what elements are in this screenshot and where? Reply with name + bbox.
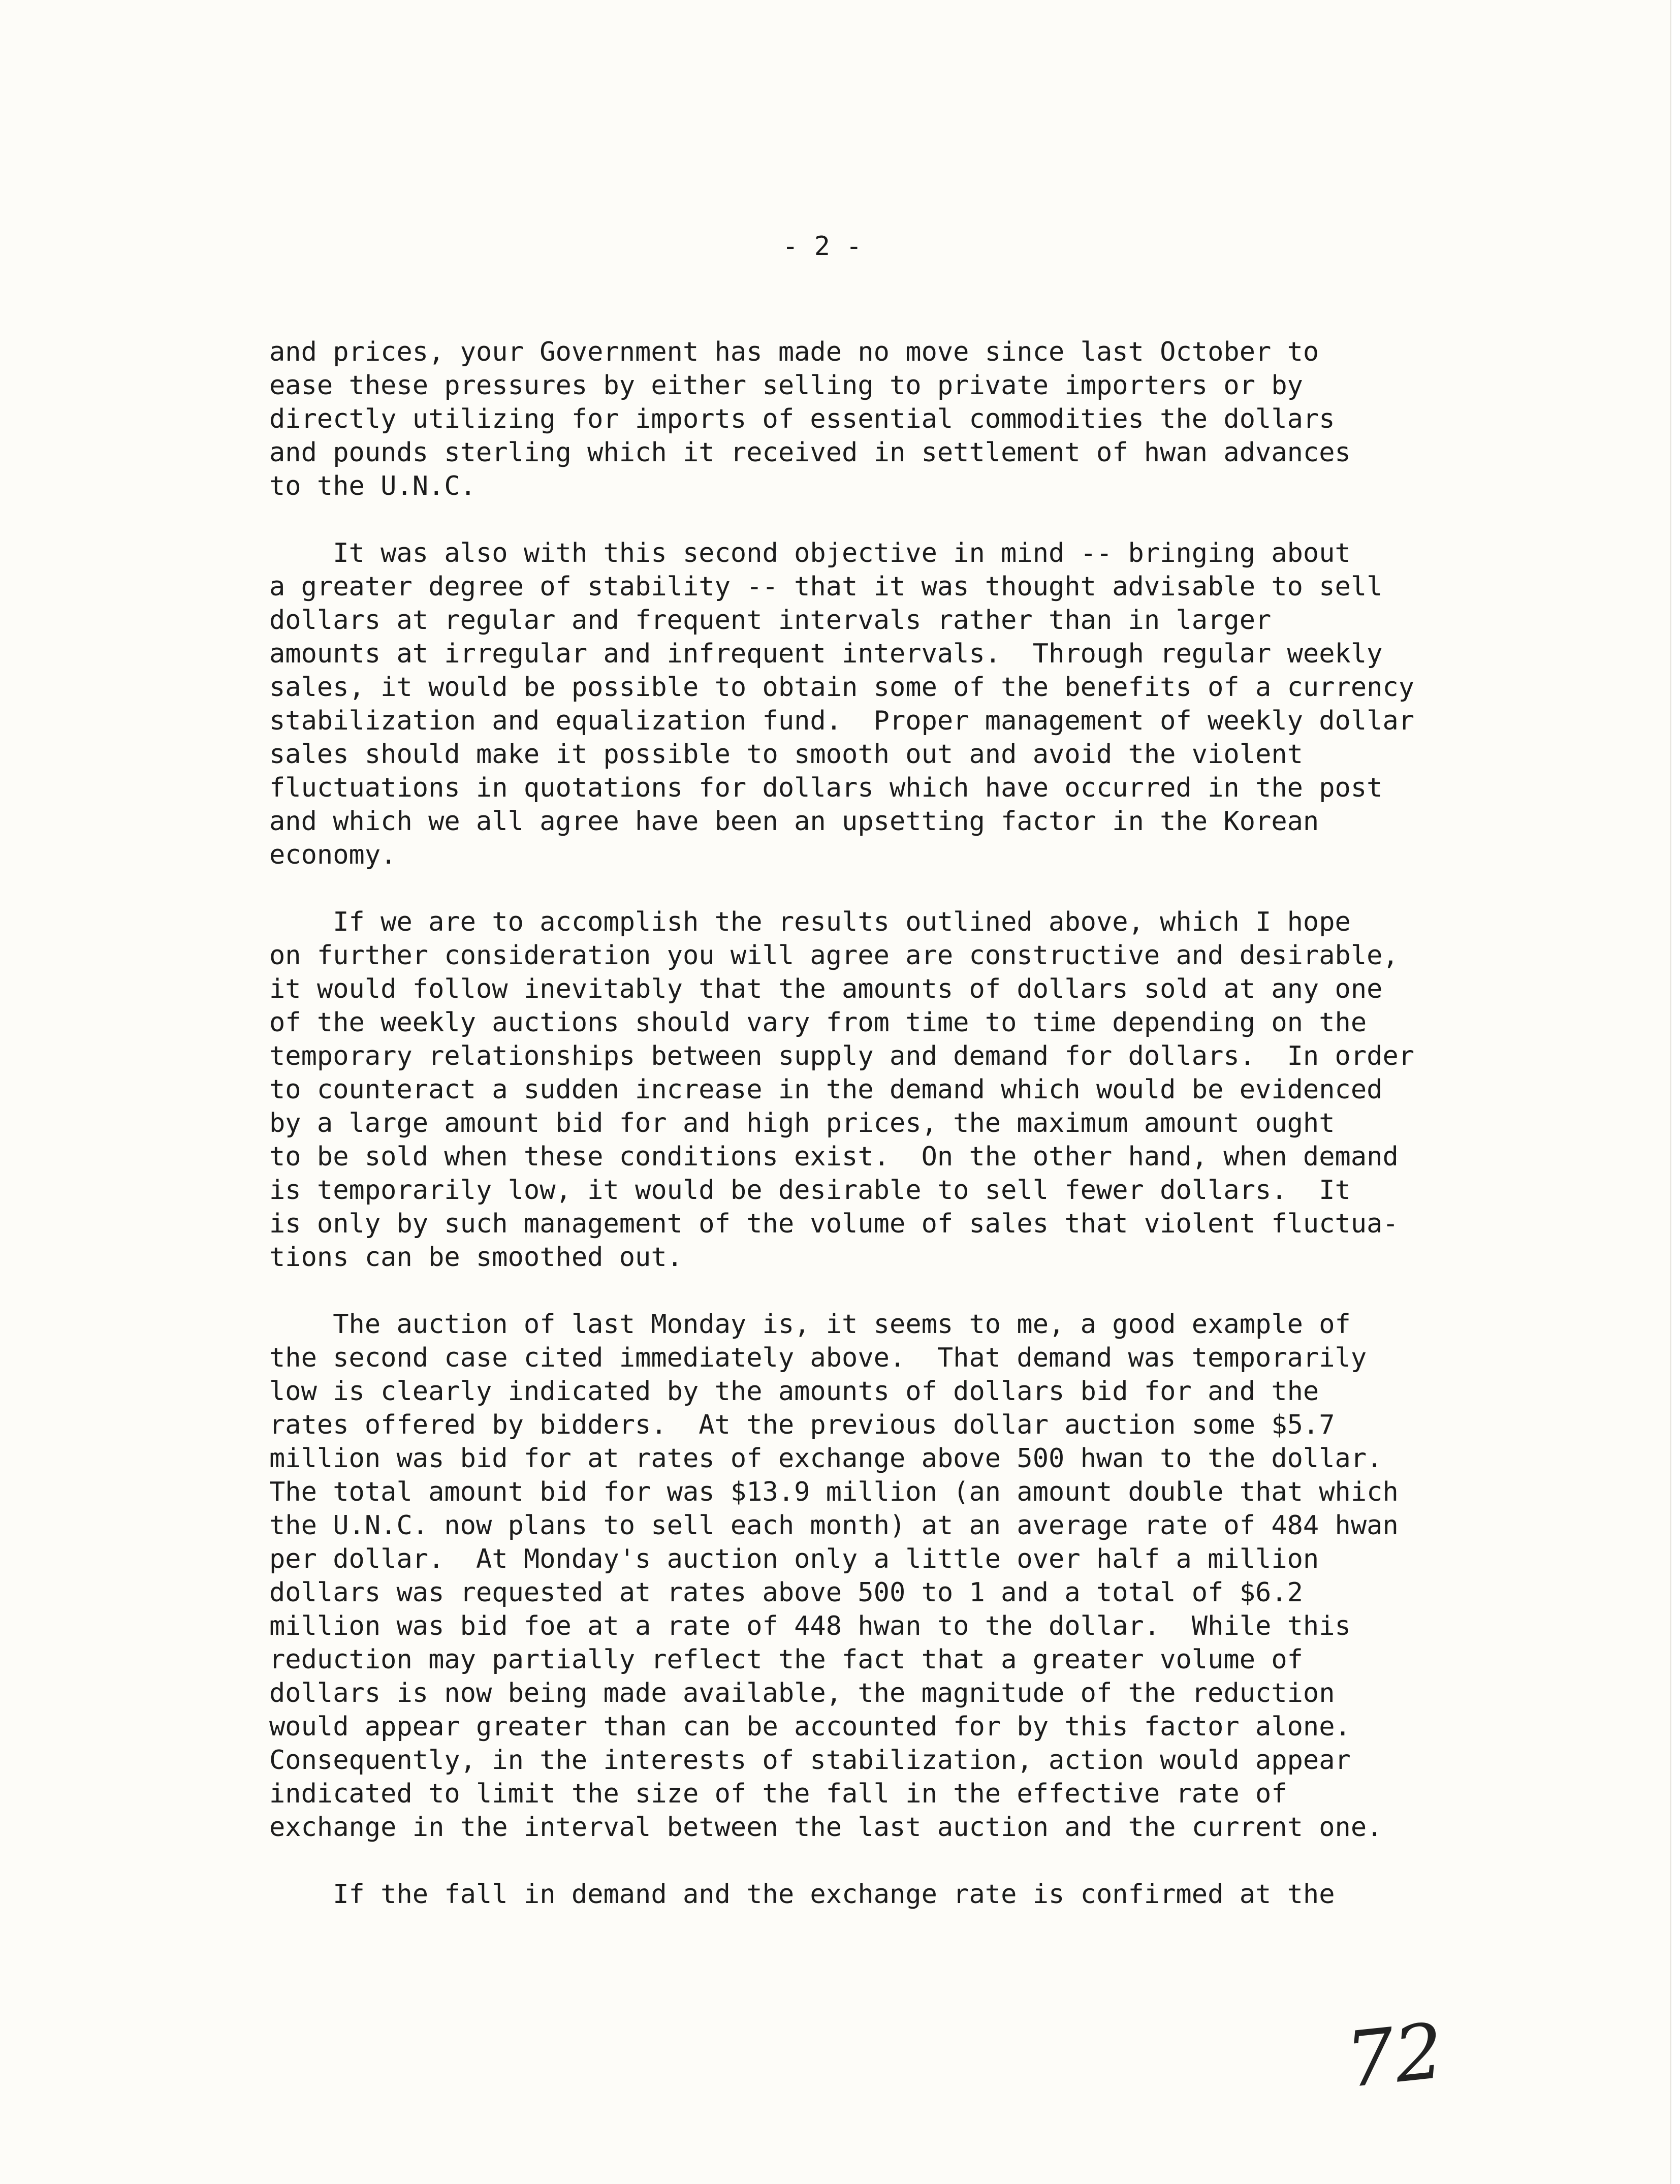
paragraph-3 (269, 905, 1499, 1274)
text-line: the second case cited immediately above. That demand was temporarily (269, 1343, 1367, 1373)
text-line: amounts at irregular and infrequent intervals. Through regular weekly (269, 639, 1383, 669)
text-line: it would follow inevitably that the amounts of dollars sold at any one (269, 974, 1383, 1004)
text-line: per dollar. At Monday's auction only a little over half a million (269, 1544, 1319, 1574)
text-line: of the weekly auctions should vary from time to time depending on the (269, 1007, 1367, 1038)
text-line: dollars at regular and frequent intervals rather than in larger (269, 605, 1272, 636)
text-line: tions can be smoothed out. (269, 1242, 683, 1273)
page-number: - 2 - (782, 231, 862, 262)
paragraph-4 (269, 1308, 1499, 1844)
text-line: ease these pressures by either selling to private importers or by (269, 370, 1303, 401)
text-line: would appear greater than can be accounted for by this factor alone. (269, 1712, 1351, 1742)
text-line: sales should make it possible to smooth out and avoid the violent (269, 739, 1303, 770)
text-line: economy. (269, 840, 397, 870)
text-line: and which we all agree have been an upsetting factor in the Korean (269, 806, 1319, 837)
text-line: to be sold when these conditions exist. On the other hand, when demand (269, 1142, 1399, 1172)
text-line: rates offered by bidders. At the previous dollar auction some $5.7 (269, 1410, 1335, 1440)
paragraph-2 (269, 536, 1499, 872)
text-line: If we are to accomplish the results outlined above, which I hope (269, 907, 1351, 937)
text-line: by a large amount bid for and high prices, the maximum amount ought (269, 1108, 1335, 1138)
text-line: The auction of last Monday is, it seems to me, a good example of (269, 1309, 1351, 1340)
text-line: to the U.N.C. (269, 471, 476, 501)
text-line: and pounds sterling which it received in settlement of hwan advances (269, 437, 1351, 468)
text-line: and prices, your Government has made no move since last October to (269, 337, 1319, 367)
text-line: is temporarily low, it would be desirable to sell fewer dollars. It (269, 1175, 1351, 1206)
text-line: If the fall in demand and the exchange rate is confirmed at the (269, 1879, 1335, 1910)
text-line: to counteract a sudden increase in the demand which would be evidenced (269, 1074, 1383, 1105)
text-line: on further consideration you will agree are constructive and desirable, (269, 940, 1399, 971)
text-line: It was also with this second objective in mind -- bringing about (269, 538, 1351, 568)
text-line: the U.N.C. now plans to sell each month) at an average rate of 484 hwan (269, 1510, 1399, 1541)
text-line: dollars is now being made available, the magnitude of the reduction (269, 1678, 1335, 1708)
text-line: a greater degree of stability -- that it was thought advisable to sell (269, 572, 1383, 602)
text-line: directly utilizing for imports of essential commodities the dollars (269, 404, 1335, 434)
text-line: low is clearly indicated by the amounts of dollars bid for and the (269, 1376, 1319, 1407)
text-line: exchange in the interval between the last auction and the current one. (269, 1812, 1383, 1843)
text-line: sales, it would be possible to obtain some of the benefits of a currency (269, 672, 1415, 703)
text-line: The total amount bid for was $13.9 million (an amount double that which (269, 1477, 1399, 1507)
text-line: stabilization and equalization fund. Proper management of weekly dollar (269, 706, 1415, 736)
paragraph-1 (269, 335, 1499, 503)
text-line: reduction may partially reflect the fact that a greater volume of (269, 1644, 1303, 1675)
body-text (269, 335, 1499, 1945)
paragraph-5 (269, 1878, 1499, 1911)
text-line: temporary relationships between supply and demand for dollars. In order (269, 1041, 1415, 1071)
text-line: indicated to limit the size of the fall in the effective rate of (269, 1779, 1287, 1809)
text-line: fluctuations in quotations for dollars which have occurred in the post (269, 773, 1383, 803)
text-line: dollars was requested at rates above 500 to 1 and a total of $6.2 (269, 1577, 1303, 1608)
handwritten-folio-number: 72 (1342, 2007, 1448, 2105)
text-line: is only by such management of the volume of sales that violent fluctua- (269, 1209, 1399, 1239)
text-line: Consequently, in the interests of stabilization, action would appear (269, 1745, 1351, 1776)
text-line: million was bid for at rates of exchange above 500 hwan to the dollar. (269, 1443, 1383, 1474)
text-line: million was bid foe at a rate of 448 hwan to the dollar. While this (269, 1611, 1351, 1641)
